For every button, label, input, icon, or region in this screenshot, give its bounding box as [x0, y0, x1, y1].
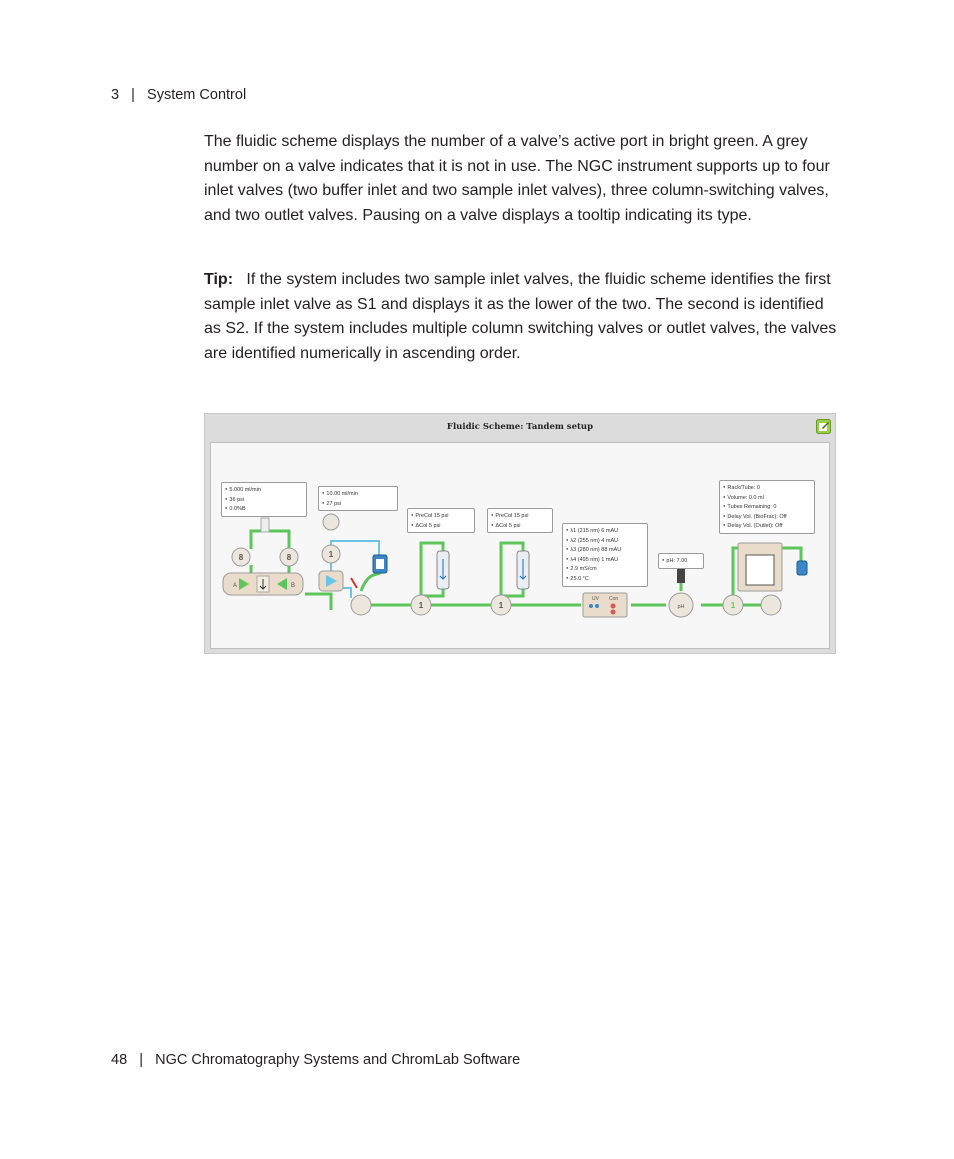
mixer-b-label: B: [291, 583, 296, 589]
info-line: ● λ1 (215 nm) 6 mAU: [566, 526, 644, 536]
info-line: ● 27 psi: [322, 499, 394, 509]
detector-module[interactable]: [583, 593, 627, 617]
book-title: NGC Chromatography Systems and ChromLab Software: [155, 1052, 521, 1068]
mixer-a-label: A: [233, 583, 238, 589]
valve-port-label: 8: [286, 553, 292, 562]
system-pump-info: [221, 482, 307, 517]
fraction-collector[interactable]: [738, 543, 782, 591]
outlet-valve-2[interactable]: [761, 595, 781, 615]
edit-icon[interactable]: [816, 419, 831, 434]
column-2-pressure-info: [487, 508, 553, 533]
valve-port-label: 8: [238, 553, 244, 562]
tip-text: If the system includes two sample inlet valves, the fluidic scheme identifies the first sample inlet valve as S1 and displays it as the lower of the two. The second is identified as S2. If the system includes multiple column switching valves or outlet valves, the valves are identified numerically in ascending order.: [204, 271, 837, 362]
info-line: ● Rack/Tube: 0: [723, 483, 811, 493]
body-paragraph: The fluidic scheme displays the number of a valve’s active port in bright green. A grey number on a valve indicates that it is not in use. The NGC instrument supports up to four inlet valves (two buffer inlet and two sample inlet valves), three column-switching valves, and two outlet valves. Pausing on a valve displays a tooltip indicating its type.: [204, 133, 830, 224]
fluidic-diagram: [211, 443, 831, 650]
info-line: ● 10.00 ml/min: [322, 489, 394, 499]
sample-pump[interactable]: [319, 571, 343, 591]
sample-pump-info: [318, 486, 398, 511]
valve-port-label: 1: [498, 601, 504, 610]
valve-port-label: 1: [328, 550, 334, 559]
info-line: ● 25.0 °C: [566, 574, 644, 584]
column-switching-valve-1[interactable]: [411, 595, 431, 615]
column-switching-valve-2[interactable]: [491, 595, 511, 615]
tip-label: Tip:: [204, 271, 234, 288]
mixer-icon: [261, 518, 269, 532]
waste-bottle-icon: [797, 561, 807, 575]
info-line: ● 2.9 mS/cm: [566, 564, 644, 574]
running-footer: [111, 1052, 520, 1068]
info-line: ● Tubes Remaining: 0: [723, 502, 811, 512]
info-line: ● Volume: 0.0 ml: [723, 493, 811, 503]
header-separator: |: [131, 87, 135, 103]
inlet-valve-a[interactable]: [232, 548, 250, 566]
sample-bottle-icon: [373, 555, 387, 573]
injection-needle-icon: [351, 578, 357, 588]
info-line: ● λ2 (255 nm) 4 mAU: [566, 536, 644, 546]
info-line: ● Delay Vol. (BioFrac): Off: [723, 512, 811, 522]
ph-label: pH: [677, 604, 685, 610]
info-line: ● PreCol 15 psi: [491, 511, 549, 521]
info-line: ● 36 psi: [225, 495, 303, 505]
ph-info: [658, 553, 704, 569]
info-line: ● ΔCol 5 psi: [411, 521, 471, 531]
valve-port-label: 1: [418, 601, 424, 610]
fraction-collector-info: [719, 480, 815, 534]
column-2: [517, 551, 529, 589]
sample-valve[interactable]: [322, 514, 340, 563]
fluidic-scheme-canvas: [210, 442, 830, 649]
footer-separator: |: [139, 1052, 144, 1068]
info-line: ● λ3 (280 nm) 88 mAU: [566, 545, 644, 555]
fluidic-scheme-figure: [204, 413, 836, 654]
page-number: 48: [111, 1052, 128, 1068]
injection-valve[interactable]: [351, 595, 371, 615]
info-line: ● pH: 7.00: [662, 556, 700, 566]
tip-paragraph: [204, 268, 844, 366]
column-1-pressure-info: [407, 508, 475, 533]
info-line: ● ΔCol 5 psi: [491, 521, 549, 531]
outlet-valve[interactable]: [723, 595, 743, 615]
inlet-valve-b[interactable]: [280, 548, 298, 566]
ph-probe[interactable]: [669, 569, 693, 617]
info-line: ● 5.000 ml/min: [225, 485, 303, 495]
detector-info: [562, 523, 648, 587]
uv-label: UV: [592, 596, 599, 602]
column-1: [437, 551, 449, 589]
info-line: ● PreCol 15 psi: [411, 511, 471, 521]
info-line: ● Delay Vol. (Outlet): Off: [723, 521, 811, 531]
chapter-number: 3: [111, 87, 120, 103]
chapter-title: System Control: [147, 87, 247, 103]
valve-port-label: 1: [730, 601, 736, 610]
running-header: [111, 87, 246, 103]
system-pump-module[interactable]: [223, 573, 303, 595]
info-line: ● 0.0%B: [225, 504, 303, 514]
info-line: ● λ4 (495 nm) 1 mAU: [566, 555, 644, 565]
conductivity-label: Con: [609, 596, 619, 602]
figure-title: Fluidic Scheme: Tandem setup: [446, 422, 594, 432]
